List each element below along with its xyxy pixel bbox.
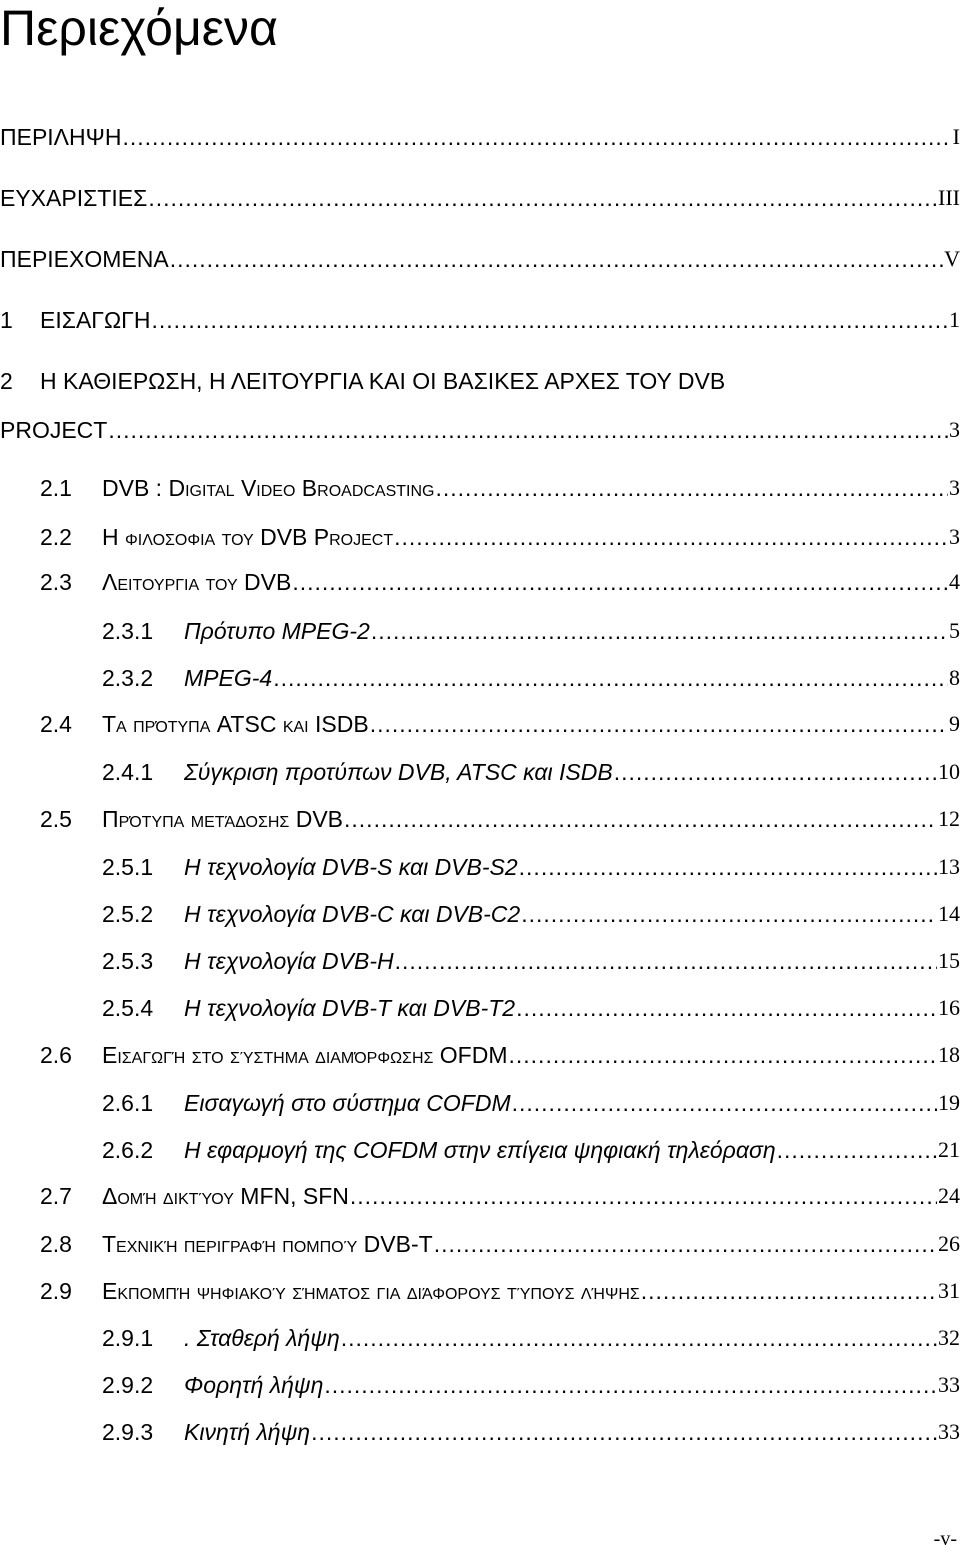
toc-entry-label: Εκπομπή ψηφιακού σήματος για διάφορους τύπους λήψης [102, 1278, 640, 1304]
toc-dot-leader [273, 665, 948, 691]
toc-dot-leader [436, 475, 949, 501]
toc-dot-leader [394, 524, 948, 550]
toc-entry-label: Η τεχνολογία DVB-T και DVB-T2 [184, 995, 516, 1021]
toc-dot-leader [777, 1137, 937, 1163]
page-number-footer: -v- [933, 1528, 957, 1550]
toc-entry-label: Τα πρότυπα ATSC και ISDB [102, 711, 369, 737]
toc-entry-number: 2.5.4 [102, 995, 154, 1021]
toc-entry[interactable] [0, 798, 960, 832]
toc-entry-label: Πρότυπο MPEG-2 [184, 618, 370, 644]
toc-entry-label: Η εφαρμογή της COFDM στην επίγεια ψηφιακή τηλεόραση [184, 1137, 776, 1163]
toc-entry-number: 2.9.1 [102, 1325, 154, 1351]
toc-entry-number: 2.3.2 [102, 665, 154, 691]
toc-dot-leader [519, 854, 937, 880]
toc-entry-page: 9 [949, 711, 960, 736]
toc-entry-page: 19 [938, 1090, 960, 1115]
toc-entry[interactable] [0, 1270, 960, 1304]
toc-dot-leader [122, 124, 951, 150]
toc-entry-label: Τεχνική περιγραφή πομπού DVB-T [102, 1231, 433, 1257]
toc-entry-page: 8 [949, 665, 960, 690]
toc-entry[interactable] [0, 1317, 960, 1351]
toc-entry[interactable] [0, 751, 960, 785]
toc-entry-page: 26 [938, 1231, 960, 1256]
toc-entry[interactable] [0, 940, 960, 974]
toc-entry-page: 4 [949, 569, 960, 594]
toc-entry[interactable] [0, 893, 960, 927]
toc-entry-number: 2.9 [40, 1278, 72, 1304]
toc-entry-number: 2.5 [40, 806, 72, 832]
toc-dot-leader [292, 569, 948, 595]
toc-entry-label: ΕΙΣΑΓΩΓΗ [40, 307, 151, 333]
toc-entry-page: V [944, 246, 960, 271]
toc-dot-leader [151, 307, 948, 333]
toc-entry[interactable] [0, 1223, 960, 1257]
toc-entry-page: 14 [938, 901, 960, 926]
toc-entry-label: ΕΥΧΑΡΙΣΤΙΕΣ [0, 185, 148, 211]
toc-dot-leader [370, 711, 948, 737]
toc-dot-leader [614, 759, 937, 785]
toc-entry-page: 32 [938, 1325, 960, 1350]
toc-entry-page: I [952, 124, 960, 149]
toc-entry-page: 21 [938, 1137, 960, 1162]
toc-entry-label: PROJECT [0, 417, 108, 443]
toc-entry-label: Σύγκριση προτύπων DVB, ATSC και ISDB [184, 759, 613, 785]
toc-entry[interactable] [0, 657, 960, 691]
toc-entry[interactable] [0, 116, 960, 150]
toc-entry-number: 2.5.2 [102, 901, 154, 927]
toc-entry[interactable] [0, 610, 960, 644]
toc-entry-page: 18 [938, 1042, 960, 1067]
toc-dot-leader [311, 1419, 937, 1445]
toc-entry-page: 13 [938, 854, 960, 879]
toc-entry-page: 33 [938, 1372, 960, 1397]
toc-entry-page: III [938, 185, 960, 210]
toc-entry-number: 2.8 [40, 1231, 72, 1257]
toc-entry-number: 2.7 [40, 1183, 72, 1209]
toc-entry[interactable] [0, 177, 960, 211]
toc-entry-label: Η τεχνολογία DVB-C και DVB-C2 [184, 901, 521, 927]
toc-entry-label: Η τεχνολογία DVB-H [184, 948, 394, 974]
toc-entry[interactable] [0, 1082, 960, 1116]
toc-dot-leader [170, 246, 943, 272]
toc-entry-page: 1 [949, 307, 960, 332]
toc-entry-page: 31 [938, 1278, 960, 1303]
toc-entry-number: 2.9.2 [102, 1372, 154, 1398]
toc-entry-number: 2.4.1 [102, 759, 154, 785]
toc-entry[interactable] [0, 1034, 960, 1068]
toc-entry-label: . Σταθερή λήψη [184, 1325, 340, 1351]
toc-entry[interactable] [0, 846, 960, 880]
toc-entry-page: 24 [938, 1183, 960, 1208]
toc-entry-page: 3 [949, 524, 960, 549]
toc-dot-leader [521, 901, 937, 927]
toc-entry-label: MPEG-4 [184, 665, 273, 691]
toc-entry[interactable] [0, 360, 960, 394]
toc-dot-leader [108, 417, 948, 443]
toc-entry-page: 3 [949, 417, 960, 442]
toc-dot-leader [341, 1325, 937, 1351]
toc-entry[interactable] [0, 1129, 960, 1163]
toc-entry-page: 16 [938, 995, 960, 1020]
toc-dot-leader [641, 1278, 937, 1304]
toc-dot-leader [371, 618, 948, 644]
toc-dot-leader [148, 185, 937, 211]
toc-entry-label: ΠΕΡΙΕΧΟΜΕΝΑ [0, 246, 169, 272]
toc-entry-number: 2.2 [40, 524, 72, 550]
toc-entry-number: 2.6.2 [102, 1137, 154, 1163]
toc-entry[interactable] [0, 1411, 960, 1445]
toc-entry[interactable] [0, 1364, 960, 1398]
toc-dot-leader [344, 806, 937, 832]
toc-entry-number: 2.1 [40, 475, 72, 501]
toc-entry[interactable] [0, 987, 960, 1021]
toc-dot-leader [516, 995, 937, 1021]
toc-entry-number: 2.9.3 [102, 1419, 154, 1445]
toc-entry-page: 33 [938, 1419, 960, 1444]
toc-entry-label: Πρότυπα μετάδοσης DVB [102, 806, 344, 832]
toc-entry-label: DVB : Digital Video Broadcasting [102, 475, 435, 501]
toc-entry-number: 2.6.1 [102, 1090, 154, 1116]
toc-entry-page: 12 [938, 806, 960, 831]
toc-entry-label: Η φιλοσοφια του DVB Project [102, 524, 394, 550]
toc-entry-page: 10 [938, 759, 960, 784]
toc-entry-label: ΠΕΡΙΛΗΨΗ [0, 124, 122, 150]
toc-entry-number: 2.3 [40, 569, 72, 595]
toc-entry-label: Δομή δικτύου MFN, SFN [102, 1183, 349, 1209]
toc-dot-leader [434, 1231, 937, 1257]
toc-entry-number: 2.4 [40, 711, 72, 737]
toc-entry-page: 15 [938, 948, 960, 973]
page-title: Περιεχόμενα [0, 0, 278, 56]
toc-entry-number: 1 [0, 307, 13, 333]
toc-entry-label: Φορητή λήψη [184, 1372, 324, 1398]
toc-dot-leader [350, 1183, 937, 1209]
toc-entry[interactable] [0, 409, 960, 443]
toc-entry-label: Η τεχνολογία DVB-S και DVB-S2 [184, 854, 518, 880]
toc-dot-leader [512, 1090, 937, 1116]
toc-dot-leader [324, 1372, 937, 1398]
toc-entry-number: 2.5.1 [102, 854, 154, 880]
toc-dot-leader [509, 1042, 938, 1068]
toc-entry-number: 2.5.3 [102, 948, 154, 974]
toc-entry-page: 5 [949, 618, 960, 643]
toc-entry[interactable] [0, 561, 960, 595]
toc-entry[interactable] [0, 299, 960, 333]
toc-entry[interactable] [0, 516, 960, 550]
toc-entry-number: 2.6 [40, 1042, 72, 1068]
toc-entry-label: Εισαγωγή στο σύστημα διαμόρφωσης OFDM [102, 1042, 508, 1068]
toc-entry-label: Η ΚΑΘΙΕΡΩΣΗ, Η ΛΕΙΤΟΥΡΓΙΑ ΚΑΙ ΟΙ ΒΑΣΙΚΕΣ ΑΡΧΕΣ ΤΟΥ DVB [40, 368, 726, 394]
toc-dot-leader [395, 948, 937, 974]
toc-entry-label: Εισαγωγή στο σύστημα COFDM [184, 1090, 511, 1116]
toc-entry-label: Κινητή λήψη [184, 1419, 311, 1445]
toc-entry-number: 2.3.1 [102, 618, 154, 644]
toc-entry[interactable] [0, 467, 960, 501]
toc-entry-label: Λειτουργια του DVB [102, 569, 292, 595]
toc-entry[interactable] [0, 238, 960, 272]
toc-entry[interactable] [0, 1175, 960, 1209]
toc-entry-page: 3 [949, 475, 960, 500]
toc-entry[interactable] [0, 703, 960, 737]
toc-entry-number: 2 [0, 368, 13, 394]
